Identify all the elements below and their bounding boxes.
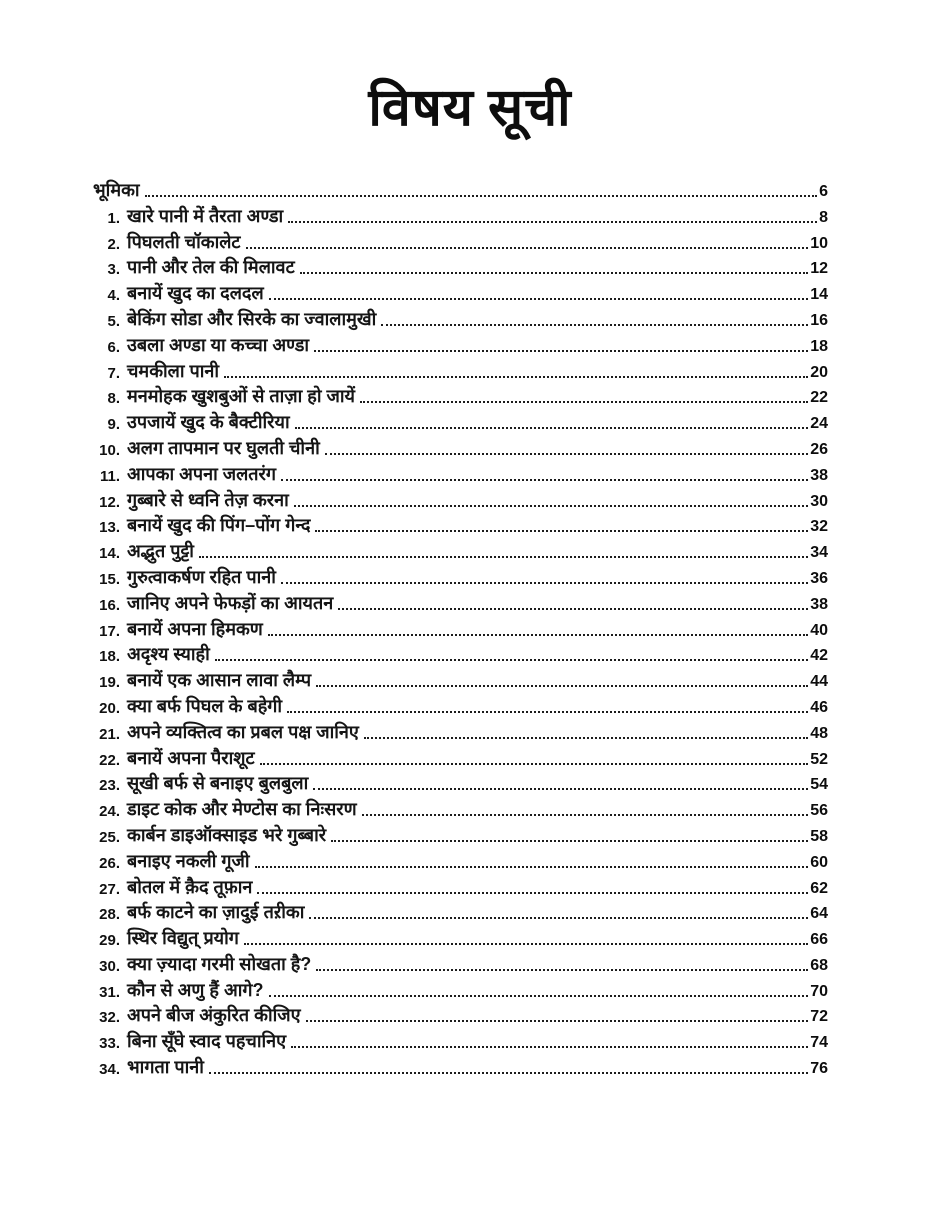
toc-entry-page: 44 — [810, 673, 828, 691]
toc-entry-title: उबला अण्डा या कच्चा अण्डा — [127, 334, 310, 355]
toc-leader-dots — [257, 891, 808, 894]
toc-entry-number: 32. — [99, 1009, 120, 1027]
toc-entry-title: क्या बर्फ पिघल के बहेगी — [127, 695, 283, 716]
toc-entry-page: 32 — [810, 518, 828, 536]
toc-entry-title: बनायें खुद का दलदल — [127, 283, 264, 304]
toc-entry-number: 1. — [107, 209, 120, 227]
toc-entry — [93, 332, 828, 358]
toc-leader-dots — [288, 220, 817, 223]
toc-entry — [93, 590, 828, 616]
toc-entry — [93, 1054, 828, 1080]
toc-entry-title: अपने व्यक्तित्व का प्रबल पक्ष जानिए — [127, 721, 359, 742]
toc-leader-dots — [316, 684, 808, 687]
toc-entry-title: पानी और तेल की मिलावट — [127, 257, 295, 278]
toc-leader-dots — [364, 736, 808, 739]
toc-entry-number: 26. — [99, 854, 120, 872]
toc-leader-dots — [269, 994, 809, 997]
toc-entry-page: 20 — [810, 363, 828, 381]
page-title: विषय सूची — [368, 80, 572, 137]
toc-entry-number: 27. — [99, 880, 120, 898]
toc-entry — [93, 1028, 828, 1054]
toc-entry-title: आपका अपना जलतरंग — [127, 463, 277, 484]
toc-entry-number: 7. — [107, 364, 120, 382]
toc-leader-dots — [224, 375, 808, 378]
toc-entry-page: 38 — [810, 595, 828, 613]
toc-entry — [93, 177, 828, 203]
toc-entry-page: 8 — [819, 208, 828, 226]
toc-leader-dots — [313, 787, 808, 790]
toc-entry — [93, 255, 828, 281]
toc-entry-number: 24. — [99, 803, 120, 821]
toc-entry — [93, 409, 828, 435]
toc-leader-dots — [291, 1045, 808, 1048]
toc-entry-title: बनाइए नकली गूजी — [127, 850, 250, 871]
toc-entry-page: 26 — [810, 440, 828, 458]
toc-entry-page: 22 — [810, 389, 828, 407]
toc-entry-title: अदृश्य स्याही — [127, 644, 210, 665]
toc-entry-page: 40 — [810, 621, 828, 639]
toc-entry-title: चमकीला पानी — [127, 360, 220, 381]
toc-entry-page: 10 — [810, 234, 828, 252]
toc-entry — [93, 642, 828, 668]
toc-entry — [93, 384, 828, 410]
toc-entry — [93, 280, 828, 306]
toc-entry — [93, 667, 828, 693]
toc-entry-page: 74 — [810, 1034, 828, 1052]
toc-leader-dots — [215, 658, 808, 661]
toc-entry-title: गुब्बारे से ध्वनि तेज़ करना — [127, 489, 289, 510]
toc-entry-title: बनायें खुद की पिंग–पोंग गेन्द — [127, 515, 311, 536]
toc-entry — [93, 693, 828, 719]
toc-entry-page: 62 — [810, 879, 828, 897]
toc-entry — [93, 306, 828, 332]
toc-entry-page: 72 — [810, 1008, 828, 1026]
toc-entry-title: भूमिका — [93, 179, 140, 200]
toc-entry-page: 66 — [810, 931, 828, 949]
toc-entry-title: गुरुत्वाकर्षण रहित पानी — [127, 566, 276, 587]
toc-leader-dots — [314, 349, 808, 352]
toc-leader-dots — [294, 504, 808, 507]
toc-entry — [93, 203, 828, 229]
toc-entry-title: बर्फ काटने का ज़ादुई तऱीका — [127, 902, 305, 923]
toc-entry-page: 30 — [810, 492, 828, 510]
toc-leader-dots — [300, 271, 809, 274]
toc-leader-dots — [199, 555, 808, 558]
toc-leader-dots — [209, 1071, 808, 1074]
toc-entry-title: अपने बीज अंकुरित कीजिए — [127, 1005, 301, 1026]
toc-entry-number: 13. — [99, 519, 120, 537]
toc-entry — [93, 951, 828, 977]
toc-leader-dots — [244, 942, 808, 945]
toc-entry-title: बनायें अपना हिमकण — [127, 618, 263, 639]
toc-entry-page: 46 — [810, 698, 828, 716]
toc-entry-number: 2. — [107, 235, 120, 253]
toc-entry — [93, 977, 828, 1003]
toc-entry — [93, 822, 828, 848]
toc-entry-number: 16. — [99, 596, 120, 614]
toc-entry-number: 22. — [99, 751, 120, 769]
toc-entry-page: 36 — [810, 569, 828, 587]
toc-entry-page: 52 — [810, 750, 828, 768]
toc-entry — [93, 358, 828, 384]
toc-entry-page: 42 — [810, 647, 828, 665]
toc-entry-title: मनमोहक खुशबुओं से ताज़ा हो जायें — [127, 386, 355, 407]
toc-entry — [93, 538, 828, 564]
toc-entry-number: 17. — [99, 622, 120, 640]
toc-entry-number: 23. — [99, 777, 120, 795]
toc-entry-page: 48 — [810, 724, 828, 742]
toc-leader-dots — [260, 762, 809, 765]
toc-entry-page: 12 — [810, 260, 828, 278]
toc-leader-dots — [295, 426, 809, 429]
toc-entry-page: 68 — [810, 956, 828, 974]
toc-entry-title: बनायें अपना पैराशूट — [127, 747, 255, 768]
toc-entry — [93, 229, 828, 255]
toc-entry-number: 4. — [107, 287, 120, 305]
toc-entry — [93, 564, 828, 590]
toc-entry-page: 24 — [810, 415, 828, 433]
toc-entry — [93, 900, 828, 926]
toc-entry-title: बोतल में क़ैद तूफ़ान — [127, 876, 253, 897]
toc-entry-number: 5. — [107, 312, 120, 330]
toc-entry-page: 16 — [810, 311, 828, 329]
toc-entry-title: स्थिर विद्युत् प्रयोग — [127, 928, 239, 949]
toc-entry — [93, 745, 828, 771]
toc-entry-title: उपजायें खुद के बैक्टीरिया — [127, 412, 290, 433]
toc-entry — [93, 461, 828, 487]
toc-leader-dots — [362, 813, 809, 816]
toc-entry-title: सूखी बर्फ से बनाइए बुलबुला — [127, 773, 309, 794]
toc-entry-title: बिना सूँघे स्वाद पहचानिए — [127, 1031, 287, 1052]
toc-leader-dots — [281, 478, 808, 481]
toc-entry — [93, 719, 828, 745]
toc-entry-title: बनायें एक आसान लावा लैम्प — [127, 670, 312, 691]
toc-leader-dots — [246, 246, 809, 249]
toc-entry — [93, 874, 828, 900]
toc-entry-number: 11. — [99, 467, 120, 485]
toc-entry-page: 60 — [810, 853, 828, 871]
toc-entry-title: क्या ज़्यादा गरमी सोखता है? — [127, 953, 312, 974]
toc-entry-number: 19. — [99, 674, 120, 692]
toc-entry — [93, 616, 828, 642]
toc-leader-dots — [325, 452, 808, 455]
toc-leader-dots — [360, 400, 808, 403]
toc-entry-number: 30. — [99, 957, 120, 975]
toc-entry — [93, 848, 828, 874]
toc-entry-number: 15. — [99, 570, 120, 588]
toc-entry-title: डाइट कोक और मेण्टोस का निःसरण — [127, 799, 357, 820]
toc-entry-number: 18. — [99, 648, 120, 666]
toc-entry-number: 8. — [107, 390, 120, 408]
toc-entry-number: 25. — [99, 828, 120, 846]
toc-entry — [93, 771, 828, 797]
toc-entry-number: 29. — [99, 932, 120, 950]
toc-entry — [93, 1003, 828, 1029]
toc-entry-title: पिघलती चॉकालेट — [127, 231, 241, 252]
toc-entry-page: 34 — [810, 544, 828, 562]
toc-leader-dots — [281, 581, 808, 584]
toc-entry-title: खारे पानी में तैरता अण्डा — [127, 205, 284, 226]
toc-list — [0, 177, 940, 1080]
toc-leader-dots — [306, 1019, 809, 1022]
toc-entry-title: जानिए अपने फेफड़ों का आयतन — [127, 592, 334, 613]
toc-entry — [93, 796, 828, 822]
toc-entry-page: 14 — [810, 286, 828, 304]
toc-entry-number: 9. — [107, 416, 120, 434]
toc-entry-number: 28. — [99, 906, 120, 924]
toc-leader-dots — [255, 865, 809, 868]
toc-entry-title: कार्बन डाइऑक्साइड भरे गुब्बारे — [127, 824, 327, 845]
toc-entry-page: 18 — [810, 337, 828, 355]
toc-entry — [93, 925, 828, 951]
toc-entry-page: 54 — [810, 776, 828, 794]
toc-leader-dots — [338, 607, 808, 610]
toc-entry-page: 38 — [810, 466, 828, 484]
toc-entry-number: 10. — [99, 441, 120, 459]
toc-entry-number: 12. — [99, 493, 120, 511]
toc-entry-number: 6. — [107, 338, 120, 356]
toc-entry-number: 14. — [99, 545, 120, 563]
toc-leader-dots — [287, 710, 808, 713]
toc-leader-dots — [331, 839, 808, 842]
toc-entry-number: 34. — [99, 1061, 120, 1079]
toc-entry-number: 21. — [99, 725, 120, 743]
toc-entry — [93, 513, 828, 539]
toc-entry-title: अलग तापमान पर घुलती चीनी — [127, 437, 320, 458]
toc-entry-title: अद्भुत पुट्टी — [127, 541, 194, 562]
toc-leader-dots — [268, 633, 808, 636]
toc-leader-dots — [145, 194, 818, 197]
toc-leader-dots — [309, 916, 808, 919]
toc-leader-dots — [381, 323, 808, 326]
toc-leader-dots — [269, 297, 809, 300]
toc-leader-dots — [315, 529, 808, 532]
toc-entry-title: कौन से अणु हैं आगे? — [127, 979, 264, 1000]
toc-entry-title: बेकिंग सोडा और सिरके का ज्वालामुखी — [127, 308, 377, 329]
toc-entry-page: 76 — [810, 1060, 828, 1078]
toc-entry-number: 31. — [99, 983, 120, 1001]
toc-entry-number: 33. — [99, 1035, 120, 1053]
toc-entry-page: 70 — [810, 982, 828, 1000]
toc-entry-page: 56 — [810, 802, 828, 820]
toc-leader-dots — [316, 968, 808, 971]
toc-entry-title: भागता पानी — [127, 1057, 204, 1078]
toc-entry — [93, 435, 828, 461]
toc-entry-page: 58 — [810, 827, 828, 845]
toc-entry-page: 6 — [819, 182, 828, 200]
toc-entry — [93, 487, 828, 513]
toc-entry-page: 64 — [810, 905, 828, 923]
toc-entry-number: 20. — [99, 699, 120, 717]
toc-entry-number: 3. — [107, 261, 120, 279]
